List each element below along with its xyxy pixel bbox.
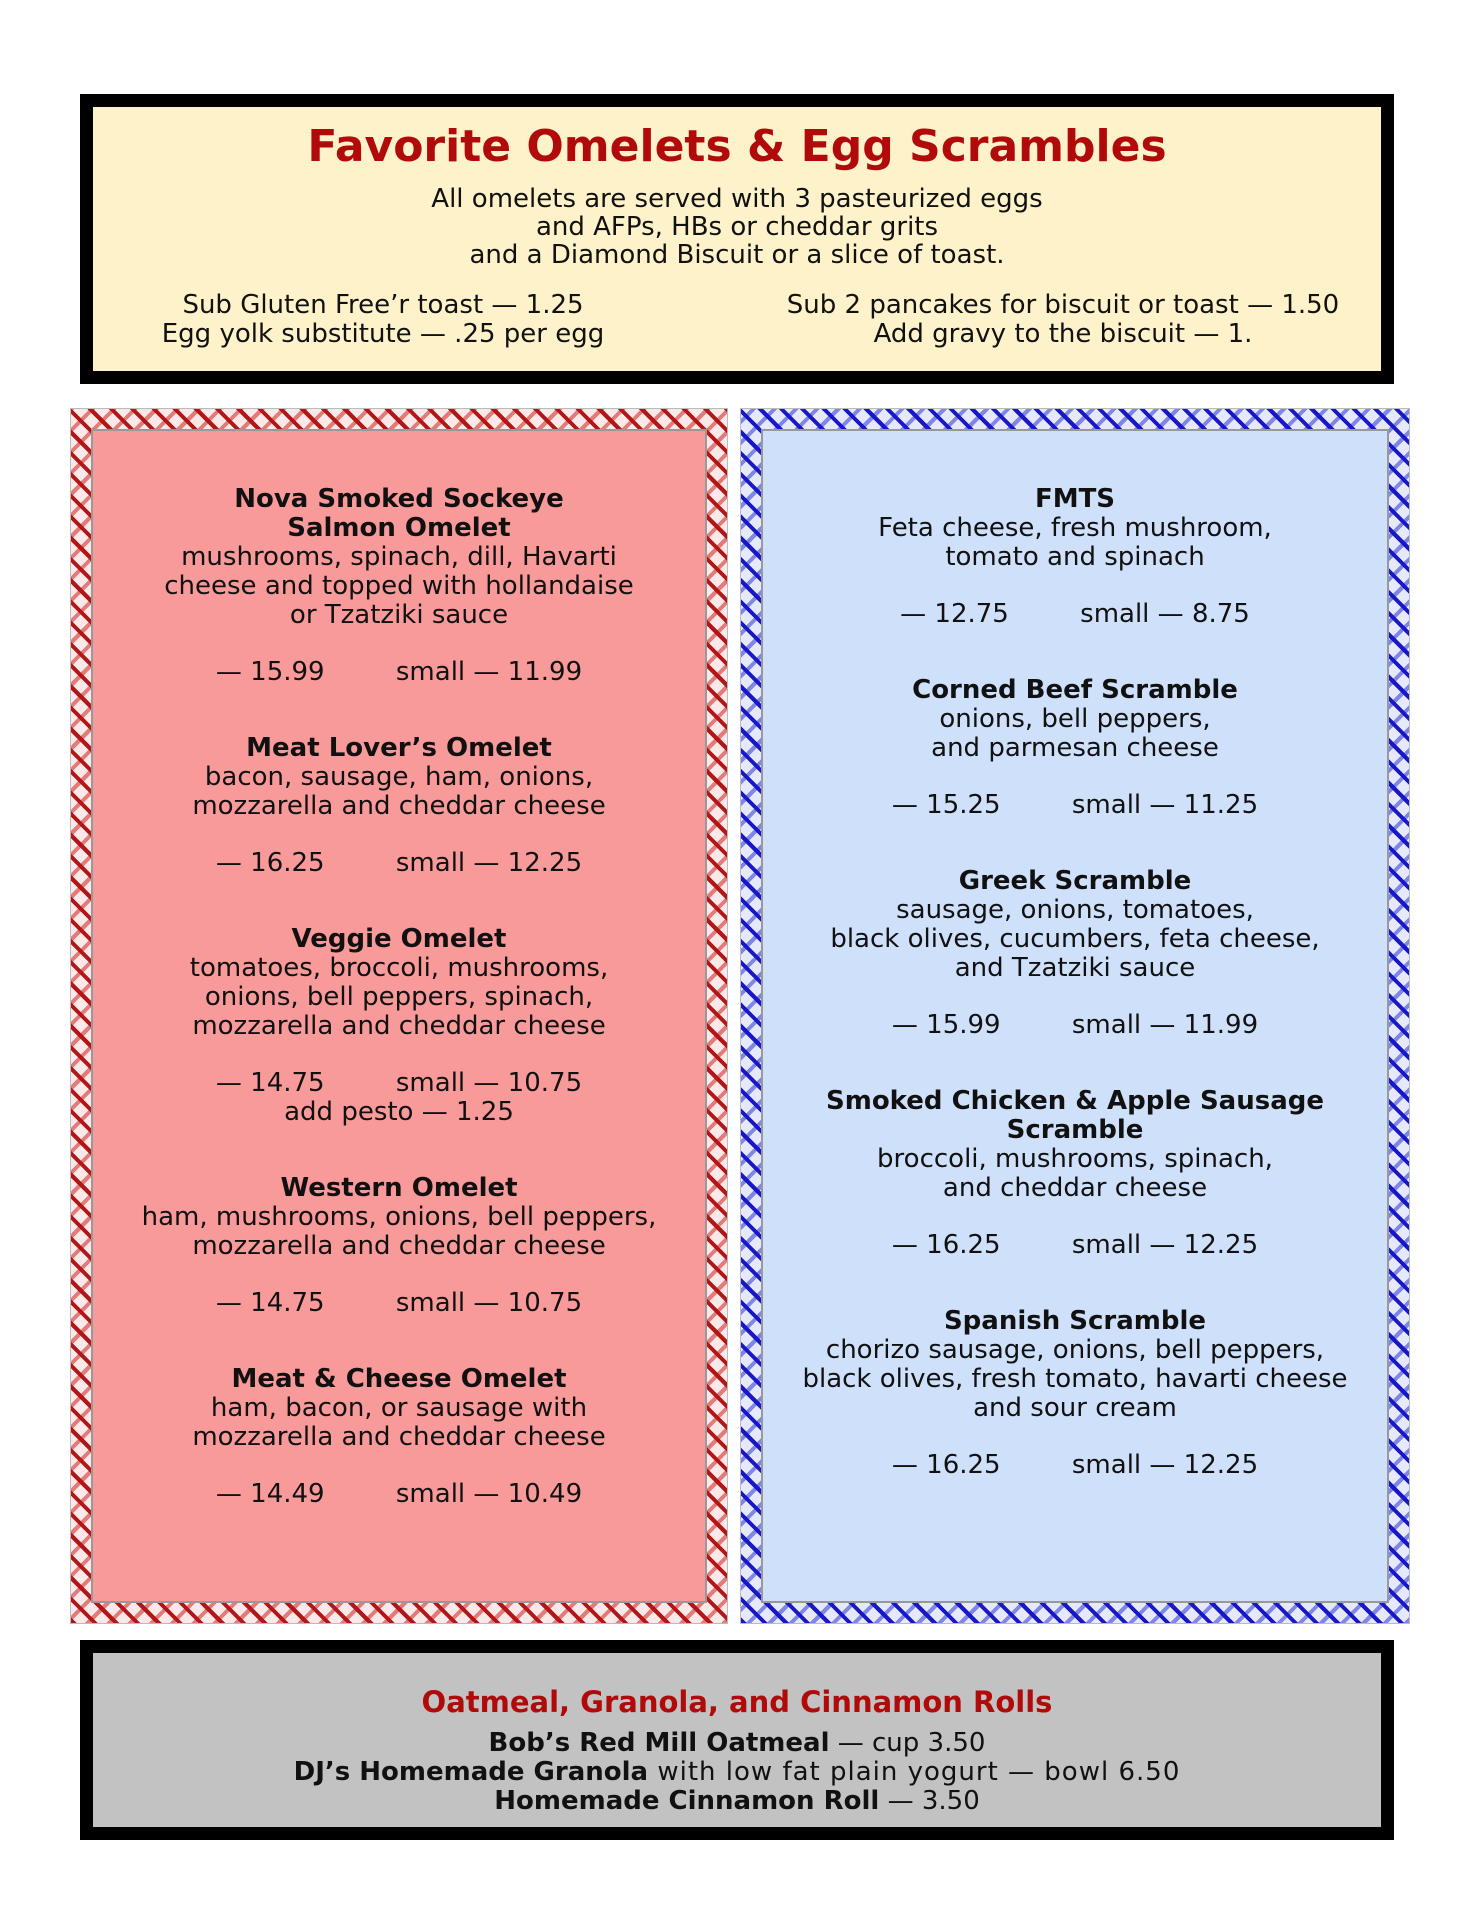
omelets-list	[91, 429, 707, 1603]
small-price: small — 11.25	[1071, 790, 1259, 820]
item-description: chorizo sausage, onions, bell peppers,	[825, 1335, 1325, 1365]
intro-line: All omelets are served with 3 pasteurized eggs	[431, 184, 1043, 214]
substitutions-left	[133, 291, 633, 349]
item-description: sausage, onions, tomatoes,	[896, 895, 1254, 925]
oatmeal-name: Bob’s Red Mill Oatmeal	[488, 1728, 830, 1758]
price-row	[763, 600, 1387, 629]
item-description: mozzarella and cheddar cheese	[192, 1011, 606, 1041]
menu-item	[93, 485, 705, 687]
price-row	[763, 1451, 1387, 1480]
omelets-panel	[70, 408, 728, 1624]
item-name: Veggie Omelet	[291, 924, 507, 954]
item-description: and sour cream	[973, 1393, 1177, 1423]
full-price: — 16.25	[891, 1450, 1001, 1480]
item-name: Spanish Scramble	[943, 1306, 1207, 1336]
menu-item	[93, 1174, 705, 1318]
header-box	[80, 94, 1394, 384]
price-row	[93, 658, 705, 687]
oatmeal-line	[93, 1729, 1381, 1758]
price-row	[93, 1069, 705, 1098]
substitution-line: Sub 2 pancakes for biscuit or toast — 1.50	[786, 290, 1340, 320]
item-name: Corned Beef Scramble	[912, 675, 1238, 705]
item-description: black olives, cucumbers, feta cheese,	[830, 924, 1320, 954]
substitutions-right	[733, 291, 1393, 349]
small-price: small — 12.25	[1071, 1230, 1259, 1260]
item-description: broccoli, mushrooms, spinach,	[877, 1144, 1273, 1174]
item-name: Greek Scramble	[958, 866, 1192, 896]
full-price: — 15.25	[891, 790, 1001, 820]
substitution-line: Add gravy to the biscuit — 1.	[873, 319, 1253, 349]
item-addon: add pesto — 1.25	[284, 1097, 514, 1127]
full-price: — 14.75	[215, 1068, 325, 1098]
item-description: black olives, fresh tomato, havarti cheese	[802, 1364, 1348, 1394]
small-price: small — 10.75	[395, 1068, 583, 1098]
menu-item	[93, 734, 705, 878]
full-price: — 16.25	[215, 848, 325, 878]
item-description: or Tzatziki sauce	[289, 600, 509, 630]
menu-item	[763, 1087, 1387, 1260]
item-name: Scramble	[1006, 1115, 1144, 1145]
intro-line: and a Diamond Biscuit or a slice of toast.	[469, 240, 1005, 270]
item-description: bacon, sausage, ham, onions,	[204, 762, 594, 792]
item-description: and Tzatziki sauce	[954, 953, 1196, 983]
substitution-line: Sub Gluten Free’r toast — 1.25	[182, 290, 584, 320]
sides-box	[80, 1640, 1394, 1840]
item-description: mozzarella and cheddar cheese	[192, 1422, 606, 1452]
full-price: — 16.25	[891, 1230, 1001, 1260]
menu-item	[763, 867, 1387, 1040]
item-description: and parmesan cheese	[931, 733, 1219, 763]
item-name: Salmon Omelet	[287, 513, 511, 543]
scrambles-panel	[740, 408, 1410, 1624]
price-row	[93, 1289, 705, 1318]
intro-text	[93, 185, 1381, 269]
price-row	[93, 1480, 705, 1509]
menu-item	[763, 676, 1387, 820]
sides-title: Oatmeal, Granola, and Cinnamon Rolls	[421, 1685, 1053, 1719]
small-price: small — 12.25	[395, 848, 583, 878]
item-description: cheese and topped with hollandaise	[164, 571, 634, 601]
granola-price: with low fat plain yogurt — bowl 6.50	[648, 1757, 1181, 1787]
full-price: — 15.99	[891, 1010, 1001, 1040]
item-description: mozzarella and cheddar cheese	[192, 791, 606, 821]
item-description: ham, mushrooms, onions, bell peppers,	[141, 1202, 657, 1232]
item-name: FMTS	[1034, 484, 1116, 514]
price-row	[763, 791, 1387, 820]
item-name: Meat Lover’s Omelet	[246, 733, 552, 763]
cinnamon-roll-name: Homemade Cinnamon Roll	[494, 1786, 880, 1816]
granola-line	[93, 1758, 1381, 1787]
granola-name: DJ’s Homemade Granola	[293, 1757, 649, 1787]
item-description: ham, bacon, or sausage with	[210, 1393, 588, 1423]
item-description: and cheddar cheese	[942, 1173, 1208, 1203]
oatmeal-price: — cup 3.50	[829, 1728, 986, 1758]
menu-item	[93, 925, 705, 1127]
small-price: small — 10.49	[395, 1479, 583, 1509]
price-row	[763, 1011, 1387, 1040]
item-name: Smoked Chicken & Apple Sausage	[826, 1086, 1324, 1116]
item-name: Western Omelet	[280, 1173, 518, 1203]
price-row	[93, 849, 705, 878]
full-price: — 12.75	[900, 599, 1009, 629]
scrambles-list	[761, 429, 1389, 1603]
cinnamon-roll-line	[93, 1787, 1381, 1816]
price-row	[763, 1231, 1387, 1260]
sides-list	[93, 1729, 1381, 1816]
cinnamon-roll-price: — 3.50	[879, 1786, 980, 1816]
full-price: — 14.75	[215, 1288, 325, 1318]
menu-item	[763, 1307, 1387, 1480]
small-price: small — 10.75	[395, 1288, 583, 1318]
item-description: Feta cheese, fresh mushroom,	[878, 513, 1272, 543]
item-description: mushrooms, spinach, dill, Havarti	[181, 542, 617, 572]
menu-item	[93, 1365, 705, 1509]
small-price: small — 12.25	[1071, 1450, 1259, 1480]
item-description: tomatoes, broccoli, mushrooms,	[189, 953, 609, 983]
item-description: onions, bell peppers, spinach,	[204, 982, 594, 1012]
small-price: small — 11.99	[1071, 1010, 1259, 1040]
item-name: Nova Smoked Sockeye	[234, 484, 564, 514]
small-price: small — 11.99	[395, 657, 583, 687]
intro-line: and AFPs, HBs or cheddar grits	[535, 212, 939, 242]
full-price: — 15.99	[215, 657, 325, 687]
full-price: — 14.49	[215, 1479, 325, 1509]
substitution-line: Egg yolk substitute — .25 per egg	[161, 319, 605, 349]
item-description: onions, bell peppers,	[939, 704, 1211, 734]
menu-item	[763, 485, 1387, 629]
page-title: Favorite Omelets & Egg Scrambles	[307, 121, 1167, 172]
item-name: Meat & Cheese Omelet	[231, 1364, 567, 1394]
item-description: tomato and spinach	[945, 542, 1205, 572]
small-price: small — 8.75	[1080, 599, 1250, 629]
item-description: mozzarella and cheddar cheese	[192, 1231, 606, 1261]
